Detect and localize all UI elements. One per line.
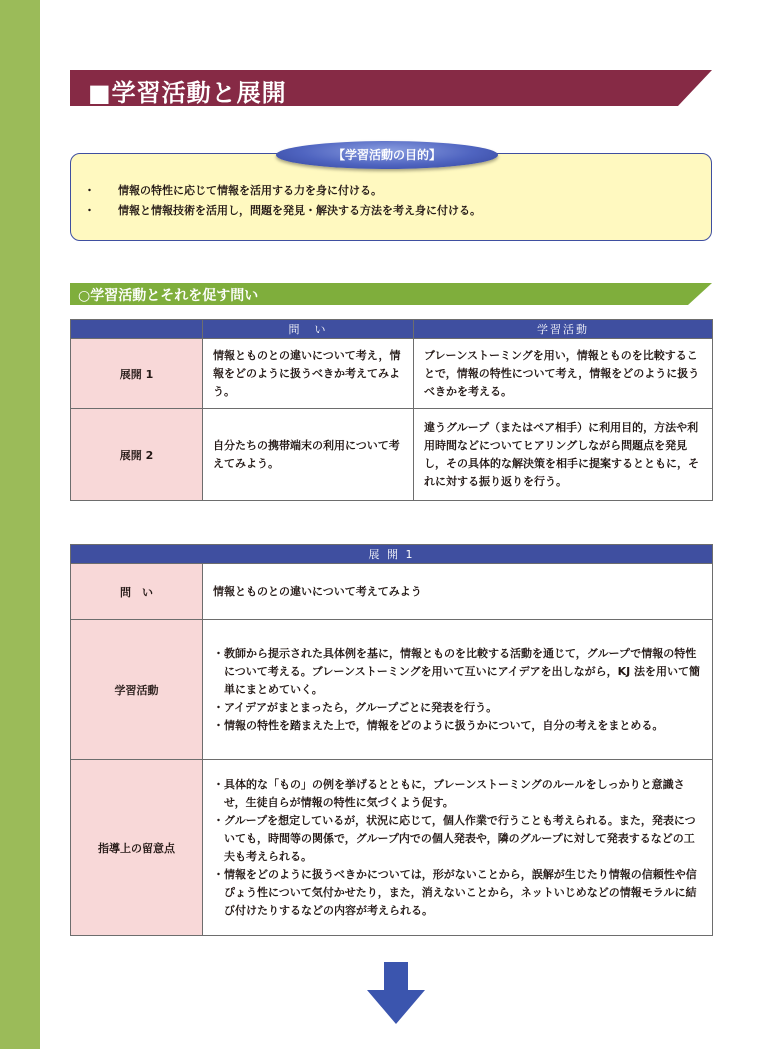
header-question: 問 い xyxy=(203,320,414,339)
activity-label: 学習活動 xyxy=(71,620,203,760)
table-row xyxy=(71,620,713,760)
list-item: ・グループを想定しているが，状況に応じて，個人作業で行うことも考えられる。また，発表についても，時間等の関係で，グループ内での個人発表や，隣のグループに対して発表するなどの工夫も考えられる。 xyxy=(213,813,696,863)
purpose-item xyxy=(84,201,704,221)
sub-header xyxy=(70,283,712,305)
purpose-item-text: 情報と情報技術を活用し，問題を発見・解決する方法を考え身に付ける。 xyxy=(118,204,481,217)
purpose-item xyxy=(84,181,704,201)
table-header-row xyxy=(71,320,713,339)
bullet: ・ xyxy=(84,204,95,217)
purpose-item-text: 情報の特性に応じて情報を活用する力を身に付ける。 xyxy=(118,184,382,197)
bullet: ・ xyxy=(84,184,95,197)
list-item: ・情報をどのように扱うべきかについては，形がないことから，誤解が生じたり情報の信頼性や信ぴょう性について気付かせたり，また，消えないことから，ネットいじめなどの情報モラルに結び付けたりするなどの内容が考えられる。 xyxy=(213,867,697,917)
activity-body xyxy=(203,620,713,760)
side-color-bar xyxy=(0,0,40,1049)
purpose-list xyxy=(84,181,704,221)
question-label: 問 い xyxy=(71,564,203,620)
header-activity: 学習活動 xyxy=(414,320,713,339)
table-row xyxy=(71,409,713,501)
sub-header-title: ○学習活動とそれを促す問い xyxy=(78,288,259,304)
notes-body xyxy=(203,760,713,936)
question-text: 情報とものとの違いについて考えてみよう xyxy=(203,564,713,620)
purpose-title: 【学習活動の目的】 xyxy=(276,141,498,169)
section-title: ■学習活動と展開 xyxy=(88,79,287,107)
row-activity: 違うグループ（またはペア相手）に利用目的，方法や利用時間などについてヒアリングしながら問題点を発見し，その具体的な解決策を相手に提案するとともに，それに対する振り返りを行う。 xyxy=(414,409,713,501)
table-row xyxy=(71,564,713,620)
row-question: 情報とものとの違いについて考え，情報をどのように扱うべきか考えてみよう。 xyxy=(203,339,414,409)
list-item: ・具体的な「もの」の例を挙げるとともに，ブレーンストーミングのルールをしっかりと意識させ，生徒自らが情報の特性に気づくよう促す。 xyxy=(213,777,685,809)
table-row xyxy=(71,339,713,409)
detail-header-row xyxy=(71,545,713,564)
down-arrow-icon xyxy=(367,962,425,1024)
overview-table xyxy=(70,319,713,501)
list-item: ・教師から提示された具体例を基に，情報とものを比較する活動を通じて，グループで情報の特性について考える。ブレーンストーミングを用いて互いにアイデアを出しながら，KJ 法を用いて簡単にまとめていく。 xyxy=(213,646,701,696)
list-item: ・情報の特性を踏まえた上で，情報をどのように扱うかについて，自分の考えをまとめる。 xyxy=(213,718,664,732)
row-question: 自分たちの携帯端末の利用について考えてみよう。 xyxy=(203,409,414,501)
table-row xyxy=(71,760,713,936)
list-item: ・アイデアがまとまったら，グループごとに発表を行う。 xyxy=(213,700,498,714)
section-header xyxy=(70,70,712,106)
row-activity: ブレーンストーミングを用い，情報とものを比較することで，情報の特性について考え，情報をどのように扱うべきかを考える。 xyxy=(414,339,713,409)
header-empty xyxy=(71,320,203,339)
notes-label: 指導上の留意点 xyxy=(71,760,203,936)
row-label: 展開 2 xyxy=(71,409,203,501)
row-label: 展開 1 xyxy=(71,339,203,409)
detail-title: 展 開 1 xyxy=(71,545,713,564)
detail-table xyxy=(70,544,713,936)
